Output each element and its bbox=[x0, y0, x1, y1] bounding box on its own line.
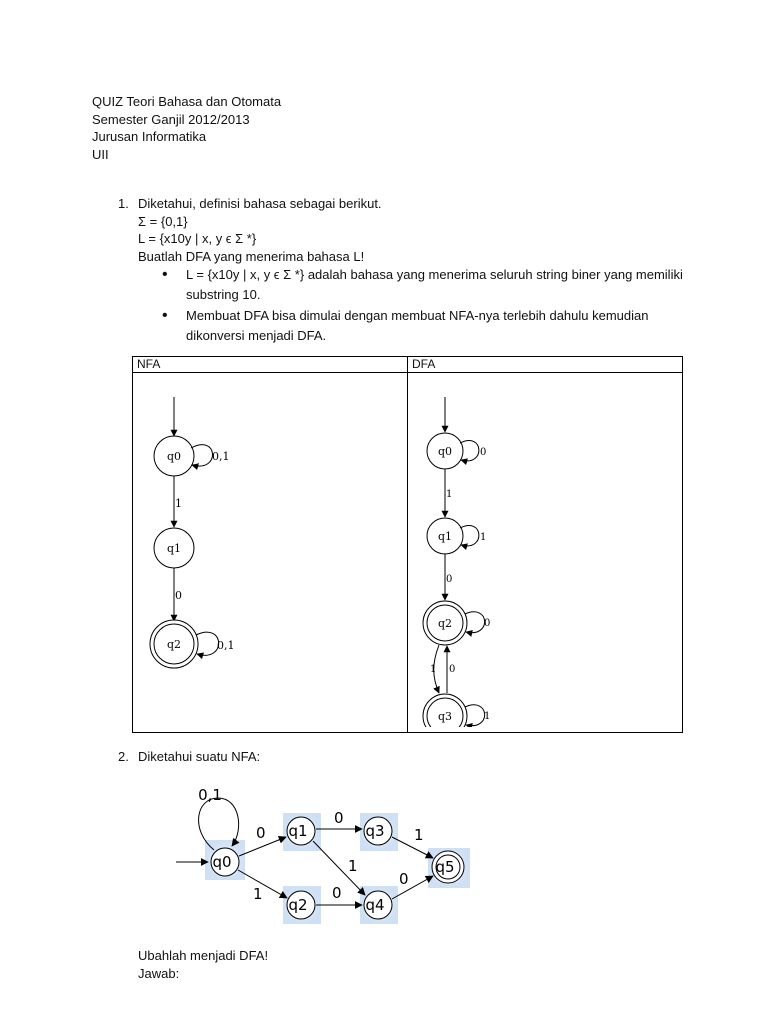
nfa2-transition-label: 0 bbox=[399, 870, 409, 888]
nfa-transition-label: 1 bbox=[175, 497, 182, 510]
dfa-cell bbox=[408, 373, 683, 733]
quiz-title: QUIZ Teori Bahasa dan Otomata bbox=[92, 94, 282, 109]
dfa-state-q0 bbox=[427, 433, 463, 469]
dfa-transition-label: 1 bbox=[446, 489, 453, 500]
dfa-transition-label: 0 bbox=[484, 618, 491, 629]
nfa-transition-label: 0 bbox=[175, 589, 182, 602]
dfa-transition-label: 0 bbox=[449, 664, 456, 675]
nfa-state-label: q1 bbox=[166, 542, 182, 555]
nfa-self-loop-q2 bbox=[196, 632, 219, 655]
dfa-transition-label: 1 bbox=[480, 532, 487, 543]
document-header bbox=[92, 93, 281, 163]
dfa-diagram bbox=[408, 373, 682, 727]
nfa2-state-label: q3 bbox=[365, 822, 385, 840]
nfa2-transition-label: 1 bbox=[414, 826, 424, 844]
dfa-transition-label: 0 bbox=[480, 447, 487, 458]
nfa2-transition-label: 0,1 bbox=[198, 786, 222, 804]
semester-line: Semester Ganjil 2012/2013 bbox=[92, 111, 250, 127]
question-1-task: Buatlah DFA yang menerima bahasa L! bbox=[138, 248, 365, 264]
nfa2-state-label: q5 bbox=[435, 858, 455, 876]
dfa-state-label: q3 bbox=[437, 710, 453, 723]
question-2-number: 2. bbox=[118, 749, 129, 764]
nfa-column-header: NFA bbox=[133, 357, 408, 373]
nfa2-state-label: q4 bbox=[365, 896, 385, 914]
language-definition: L = {x10y | x, y ϵ Σ *} bbox=[138, 231, 257, 246]
dfa-state-label: q1 bbox=[437, 530, 453, 543]
nfa2-transition-label: 1 bbox=[348, 857, 358, 875]
nfa-2-diagram bbox=[170, 778, 490, 938]
dfa-transition-label: 1 bbox=[430, 664, 437, 675]
dfa-transition-label: 1 bbox=[484, 711, 491, 722]
hint-list bbox=[138, 265, 688, 346]
question-2-task: Ubahlah menjadi DFA! bbox=[138, 948, 269, 963]
question-1 bbox=[118, 195, 688, 346]
question-1-intro: Diketahui, definisi bahasa sebagai berikut. bbox=[138, 196, 382, 211]
nfa-cell bbox=[133, 373, 408, 733]
nfa-transition-label: 0,1 bbox=[212, 450, 230, 463]
question-2 bbox=[118, 748, 260, 766]
nfa-state-q1 bbox=[154, 528, 194, 568]
dfa-self-loop-q2 bbox=[465, 612, 485, 633]
dfa-state-q1 bbox=[427, 518, 463, 554]
dfa-column-header: DFA bbox=[408, 357, 683, 373]
question-2-intro: Diketahui suatu NFA: bbox=[138, 749, 261, 764]
hint-item: • L = {x10y | x, y ϵ Σ *} adalah bahasa yang menerima seluruh string biner yang memiliki substring 10. bbox=[138, 265, 688, 305]
nfa-state-label: q0 bbox=[166, 450, 182, 463]
dfa-self-loop-q3 bbox=[465, 705, 485, 726]
dfa-state-q3 bbox=[423, 694, 467, 727]
nfa2-transition-label: 0 bbox=[332, 884, 342, 902]
hint-item: • Membuat DFA bisa dimulai dengan membuat NFA-nya terlebih dahulu kemudian dikonversi menjadi DFA. bbox=[138, 306, 688, 346]
nfa-state-q2 bbox=[150, 620, 198, 668]
nfa2-edge-q3-q5 bbox=[392, 837, 433, 858]
university-line: UII bbox=[92, 146, 109, 162]
dfa-state-label: q2 bbox=[437, 617, 453, 630]
dfa-transition-label: 0 bbox=[446, 574, 453, 585]
nfa2-state-label: q2 bbox=[288, 896, 308, 914]
nfa2-transition-label: 0 bbox=[334, 809, 344, 827]
automata-table bbox=[132, 356, 683, 733]
department-line: Jurusan Informatika bbox=[92, 129, 207, 144]
nfa2-transition-label: 1 bbox=[253, 885, 263, 903]
nfa-diagram bbox=[133, 373, 407, 727]
nfa-transition-label: 0,1 bbox=[217, 639, 235, 652]
nfa-state-label: q2 bbox=[166, 638, 182, 651]
dfa-state-q2 bbox=[423, 601, 467, 645]
question-2-footer bbox=[138, 947, 268, 982]
dfa-state-label: q0 bbox=[437, 445, 453, 458]
nfa-state-q0 bbox=[154, 436, 194, 476]
alphabet-definition: Σ = {0,1} bbox=[138, 213, 188, 229]
question-1-number: 1. bbox=[118, 196, 129, 211]
nfa2-state-label: q1 bbox=[288, 822, 308, 840]
nfa2-transition-label: 0 bbox=[256, 824, 266, 842]
nfa2-state-label: q0 bbox=[212, 853, 232, 871]
answer-label: Jawab: bbox=[138, 965, 180, 981]
